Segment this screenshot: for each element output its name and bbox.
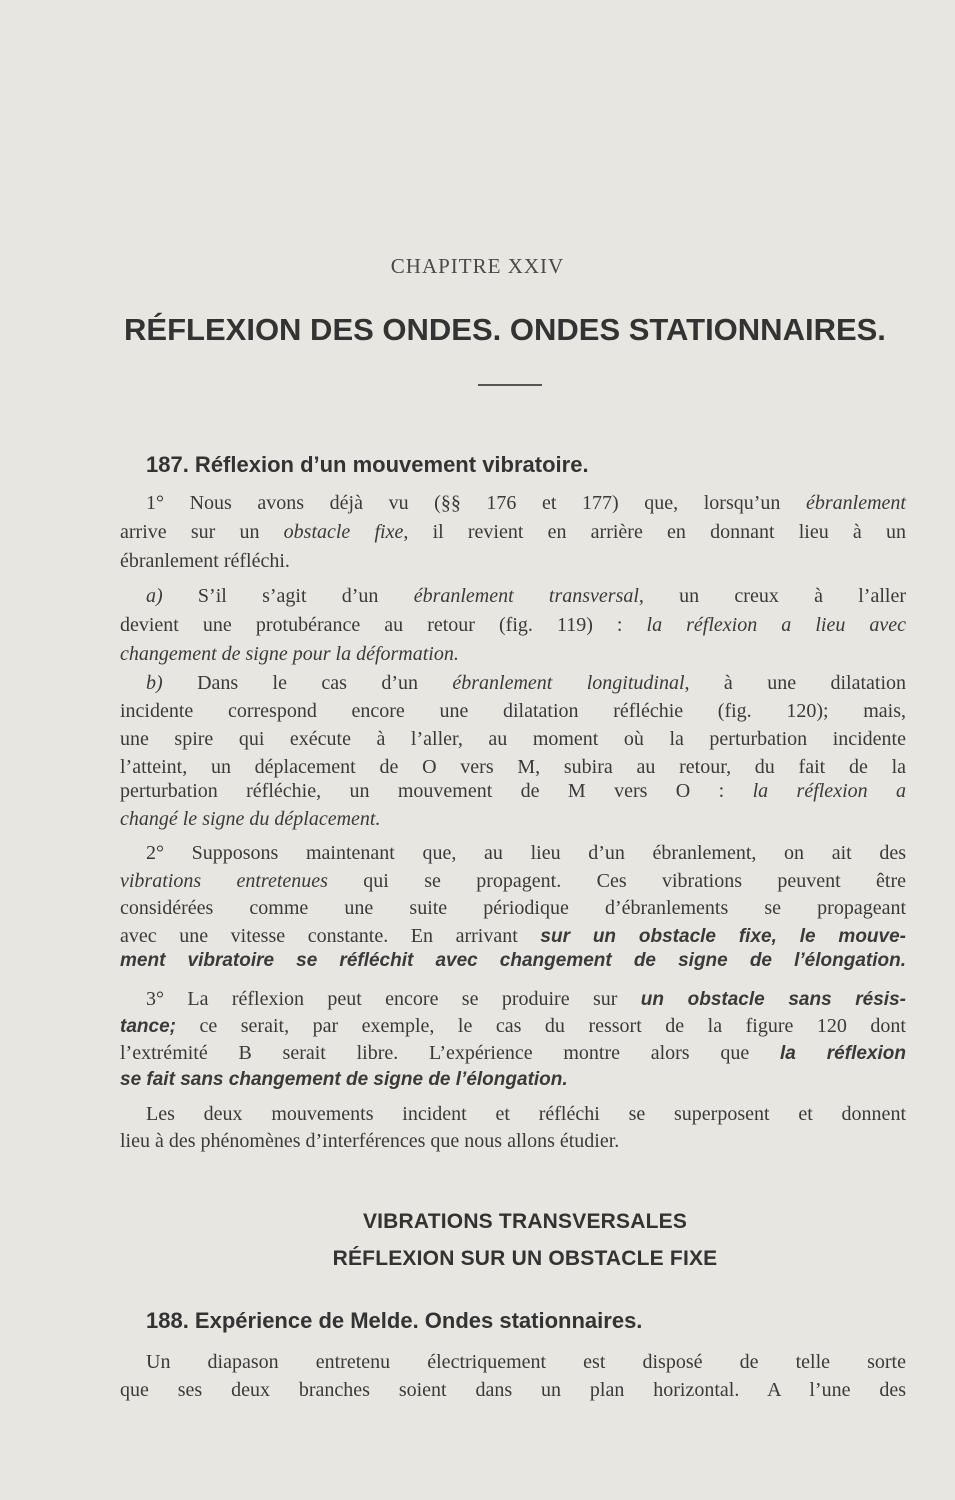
text-line: a) S’il s’agit d’un ébranlement transversal, un creux à l’aller [146, 585, 906, 607]
text-line: l’atteint, un déplacement de O vers M, subira au retour, du fait de la [120, 756, 906, 778]
section-187-heading: 187. Réflexion d’un mouvement vibratoire. [146, 452, 589, 477]
text-line: devient une protubérance au retour (fig. 119) : la réflexion a lieu avec [120, 614, 906, 636]
text-line: une spire qui exécute à l’aller, au moment où la perturbation incidente [120, 728, 906, 750]
text-line: considérées comme une suite périodique d’ébranlements se propageant [120, 897, 906, 919]
text-line: arrive sur un obstacle fixe, il revient en arrière en donnant lieu à un [120, 521, 906, 543]
text-line: que ses deux branches soient dans un plan horizontal. A l’une des [120, 1379, 906, 1401]
chapter-title: RÉFLEXION DES ONDES. ONDES STATIONNAIRES. [124, 312, 886, 347]
text-line: b) Dans le cas d’un ébranlement longitudinal, à une dilatation [146, 672, 906, 694]
section-188-heading: 188. Expérience de Melde. Ondes stationnaires. [146, 1308, 643, 1333]
text-line: ébranlement réfléchi. [120, 550, 290, 572]
text-line: 3° La réflexion peut encore se produire sur un obstacle sans résis- [146, 988, 906, 1010]
text-line: changement de signe pour la déformation. [120, 643, 459, 665]
text-line: Les deux mouvements incident et réfléchi se superposent et donnent [146, 1103, 906, 1125]
section-title-line1: VIBRATIONS TRANSVERSALES [362, 1210, 688, 1233]
section-title-line2: RÉFLEXION SUR UN OBSTACLE FIXE [332, 1247, 718, 1270]
text-line: se fait sans changement de signe de l’élongation. [120, 1069, 568, 1090]
text-line: lieu à des phénomènes d’interférences que nous allons étudier. [120, 1130, 620, 1152]
text-line: Un diapason entretenu électriquement est disposé de telle sorte [146, 1351, 906, 1373]
text-line: vibrations entretenues qui se propagent. Ces vibrations peuvent être [120, 870, 906, 892]
chapter-number: CHAPITRE XXIV [390, 254, 565, 278]
text-line: incidente correspond encore une dilatation réfléchie (fig. 120); mais, [120, 700, 906, 722]
text-line: l’extrémité B serait libre. L’expérience montre alors que la réflexion [120, 1042, 906, 1064]
text-line: 2° Supposons maintenant que, au lieu d’un ébranlement, on ait des [146, 842, 906, 864]
text-line: changé le signe du déplacement. [120, 808, 381, 830]
title-divider [478, 384, 542, 386]
text-line: perturbation réfléchie, un mouvement de M vers O : la réflexion a [120, 780, 907, 802]
text-line: avec une vitesse constante. En arrivant sur un obstacle fixe, le mouve- [120, 925, 906, 947]
text-line: ment vibratoire se réfléchit avec changement de signe de l’élongation. [120, 950, 906, 971]
text-line: tance; ce serait, par exemple, le cas du ressort de la figure 120 dont [120, 1015, 906, 1037]
text-line: 1° Nous avons déjà vu (§§ 176 et 177) que, lorsqu’un ébranlement [146, 492, 906, 514]
